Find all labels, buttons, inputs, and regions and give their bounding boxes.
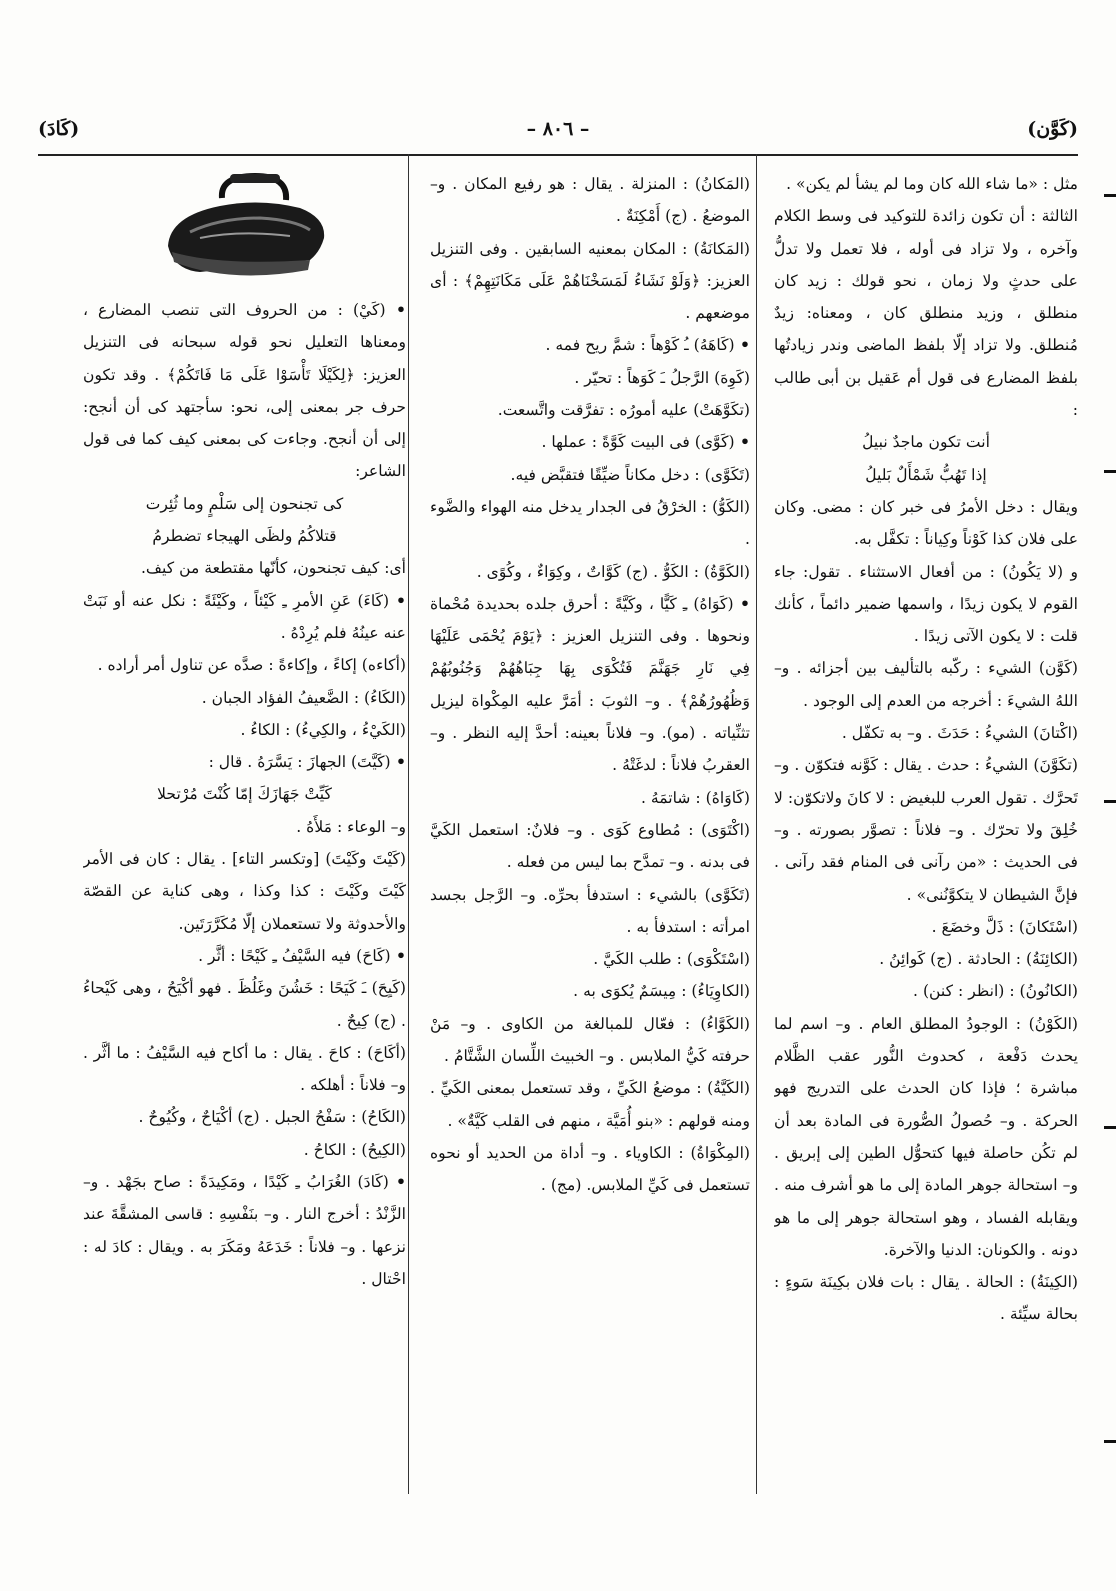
entry-text: (الكانُونُ) : (انظر : كنن) . (913, 982, 1078, 1001)
entry-text: (الكِينَةُ) : الحالة . يقال : بات فلان بكِينَة سَوءٍ : بحالة سيِّئة . (774, 1273, 1078, 1324)
scan-mark (1104, 1440, 1116, 1443)
entry-text: • (كَوَاهُ) ـِ كَيًّا ، وكَيَّةً : أحرق جلده بحديدة مُحْماة ونحوها . وفى التنزيل العزيز : ﴿يَوْمَ يُحْمَى عَلَيْهَا فِي نَارِ جَهَنَّمَ فَتُكْوَى بِهَا جِبَاهُهُمْ وَجُنُوبُهُمْ وَظُهُورُهُمْ﴾ . و– الثوبَ : أمَرَّ عليه المِكْواة ليزيل تثنِّياته . (مو). و– فلاناً بعينه: أحدَّ إليه النظر . و– العقربُ فلاناً : لدغَتْهُ . (430, 588, 750, 782)
page-header (38, 118, 1078, 148)
entry-text: • (كَيَّتَ) الجهازَ : يَسَّرَهُ . قال : (83, 746, 406, 778)
verse-line: إذا تَهُبُّ شَمْأَلٌ بَليلُ (865, 465, 987, 484)
entry-text: • (كَيْ) : من الحروف التى تنصب المضارع ، ومعناها التعليل نحو قوله سبحانه فى التنزيل العزيز: ﴿لِكَيْلَا تَأْسَوْا عَلَى مَا فَاتَكُمْ﴾ . وقد تكون حرف جر بمعنى إلى، نحو: سأجتهد كى أن أنجح: إلى أن أنجح. وجاءت كى بمعنى كيف كما فى قول الشاعر: (83, 294, 406, 488)
scan-mark (1104, 470, 1116, 473)
header-left-keyword: (كَادَ) (38, 118, 80, 140)
verse-line: أنت تكون ماجدٌ نبيلُ (862, 433, 990, 452)
verse-line: كى تجنحون إلى سَلْمٍ وما ثُئِرت (145, 494, 344, 513)
column-left (83, 168, 406, 1498)
entry-text: (كَوِهَ) الرَّجلُ ـَ كَوَهاً : تحيّر . (574, 368, 750, 387)
entry-text: و (لا يَكُونُ) : من أفعال الاستثناء . تقول: جاء القوم لا يكون زيدًا ، واسمها ضمير دائماً ، كأنك قلت : لا يكون الآتى زيدًا . (774, 562, 1078, 646)
entry-text: (الكَيْءُ ، والكِيءُ) : الكاءُ . (240, 720, 406, 739)
entry-text: (اكْتَوَى) : مُطاوع كَوَى . و– فلانٌ: استعمل الكَيَّ فى بدنه . و– تمدَّح بما ليس من فعله . (430, 820, 750, 872)
header-right-keyword: (كَوَّن) (1027, 118, 1078, 140)
entry-text: (أكَاحَ) : كاحَ . يقال : ما أكاح فيه السَّيْفُ : ما أثَّر . و– فلاناً : أهلكه . (83, 1043, 406, 1095)
verse-line: قتلاكُمُ ولظَى الهيجاء تضطرمُ (152, 527, 337, 546)
header-rule (38, 154, 1078, 156)
entry-text: الثالثة : أن تكون زائدة للتوكيد فى وسط الكلام وآخره ، ولا تزاد فى أوله ، فلا تعمل ولا تدلُّ على حدثٍ ولا زمان ، نحو قولك : زيد كان منطلق ، وزيد منطلق كان ، ومعناه: زيدٌ مُنطلق. ولا تزاد إلّا بلفظ الماضى وندر زيادتُها بلفظ المضارع فى قول أم عَقيل بن أبى طالب : (774, 207, 1078, 420)
entry-text: (اسْتَكْوَى) : طلب الكَيَّ . (593, 950, 750, 969)
entry-text: (تَكَوَّى) بالشيء : استدفأ بحرِّه. و– الرَّجل بجسد امرأته : استدفأ به . (430, 885, 750, 936)
entry-text: (المِكْوَاةُ) : الكاوياء . و– أداة من الحديد أو نحوه تستعمل فى كَيِّ الملابس. (مج) . (430, 1143, 750, 1195)
column-middle (430, 168, 750, 1498)
entry-text: (الكِيحُ) : الكاحُ . (303, 1140, 406, 1159)
entry-text: (المَكانَةُ) : المكان بمعنيه السابقين . وفى التنزيل العزيز: ﴿وَلَوْ نَشَاءُ لَمَسَخْنَاهُمْ عَلَى مَكَانَتِهِمْ﴾ : أى موضعهم . (430, 239, 750, 323)
entry-text: أى: كيف تجنحون، كأنّها مقتطعة من كيف. (140, 559, 406, 578)
entry-text: (المَكانُ) : المنزلة . يقال : هو رفيع المكان . و– الموضعُ . (ج) أَمْكِنَةٌ . (430, 175, 750, 226)
entry-text: (كَاوَاهُ) : شاتمَهُ . (641, 788, 750, 807)
scan-mark (1104, 194, 1116, 197)
entry-text: (تكَوَّنَ) الشيءُ : حدث . يقال : كَوَّنه فتكوّن . و– تَحرَّك . تقول العرب للبغيض : لا كانَ ولاتكوّن: لا خُلِقَ ولا تحرّك . و– فلاناً : تصوَّر بصورته . و– فى الحديث : «من رآنى فى المنام فقد رآنى . فإنَّ الشيطان لا يتكوَّنُنى» . (774, 756, 1078, 904)
scan-mark (1104, 1126, 1116, 1129)
entry-text: • (كَاحَ) فيه السَّيْفُ ـِ كَيْحًا : أثَّر . (83, 940, 406, 972)
entry-text: و– الوعاء : مَلأَهُ . (296, 817, 406, 836)
entry-text: • (كَاهَهُ) ـُ كَوْهاً : شمَّ ريح فمه . (430, 329, 750, 361)
entry-text: (تَكَوَّى) : دخل مكاناً ضيِّقًا فتقبَّض فيه. (510, 465, 750, 484)
entry-text: • (كَادَ) الغُرَابُ ـِ كَيْدًا ، ومَكِيدَةً : صاح بجَهْد . و– الزَّنْدُ : أخرج النار . و– بنَفْسِهِ : قاسى المشقَّةَ عند نزعها . و– فلاناً : خَدَعَهُ ومَكَرَ به . ويقال : كادَ له : احْتال . (83, 1166, 406, 1295)
entry-text: (الكَوْنُ) : الوجودُ المطلق العام . و– اسم لما يحدث دَفْعة ، كحدوث النُّور عقب الظَّلام مباشرة ؛ فإذا كان الحدث على التدريج فهو الحركة . و– حُصولُ الصُّورة فى المادة بعد أن لم تكُن حاصلة فيها كتحوُّل الطين إلى إبريق . و– استحالة جوهر المادة إلى ما هو أشرف منه . ويقابله الفساد ، وهو استحالة جوهر إلى ما هو دونه . والكونان: الدنيا والآخرة. (774, 1014, 1078, 1259)
entry-text: (الكَاحُ) : سَفْحُ الجبل . (ج) أكْيَاحٌ ، وكُيُوحٌ . (138, 1108, 406, 1127)
entry-text: (كَيْتَ وكَيْتَ) [وتكسر التاء] . يقال : كان فى الأمر كَيْتَ وكَيْتَ : كذا وكذا ، وهى كناية عن القصّة والأحدوثة ولا تستعملان إلّا مُكَرَّرَتَين. (83, 850, 406, 933)
entry-text: (اكْتانَ) الشيءُ : حَدَثَ . و– به تكفّل . (841, 724, 1078, 743)
column-right (774, 168, 1078, 1498)
entry-text: (الكَوَّاءُ) : فعّال للمبالغة من الكاوى . و– مَنْ حرفته كَيُّ الملابس . و– الخبيث اللِّسان الشَّتَّامُ . (430, 1014, 750, 1066)
page-number: – ٨٠٦ – (526, 118, 590, 140)
entry-text: (الكَيَّةُ) : موضعُ الكَيِّ ، وقد تستعمل بمعنى الكَيِّ . ومنه قولهم : «بنو أُمَيَّة ، منهم فى القلب كَيَّةٌ» . (430, 1079, 750, 1130)
entry-text: (الكَوُّ) : الخرْقُ فى الجدار يدخل منه الهواء والضَّوء . (430, 497, 750, 549)
verse-line: كَيِّتْ جَهَازَكَ إمّا كُنْتَ مُرْتحلا (157, 785, 332, 804)
entry-text: (الكَوَّةُ) : الكَوُّ . (ج) كَوَّاتٌ ، وكِوَاءٌ ، وكُوًى . (476, 562, 750, 581)
entry-text: (كَوَّن) الشيء : ركّبه بالتأليف بين أجزائه . و– اللهُ الشيءَ : أخرجه من العدم إلى الوجود . (774, 659, 1078, 710)
entry-text: (أكاءه) إكاءً ، وإكاءةً : صدَّه عن تناول أمر أراده . (97, 656, 406, 675)
entry-text: (الكاوِيَاءُ) : مِيسَمٌ يُكوَى به . (573, 982, 750, 1001)
entry-text: (تكَوَّهَتْ) عليه أمورُه : تفرَّقت واتَّسعت. (497, 401, 750, 420)
column-divider-1 (756, 154, 757, 1494)
entry-text: (الكائِنَةُ) : الحادثة . (ج) كَوائِنُ . (879, 950, 1078, 969)
column-divider-2 (408, 154, 409, 1494)
entry-text: مثل : «ما شاء الله كان وما لم يشأ لم يكن» . (786, 175, 1078, 193)
entry-text: • (كَوَّى) فى البيت كَوَّةً : عملها . (430, 426, 750, 458)
entry-text: (كَيِحَ) ـَ كَيَحًا : خَشُنَ وغَلُظَ . فهو أكْيَحُ ، وهى كَيْحاءُ . (ج) كِيحٌ . (83, 979, 406, 1030)
entry-text: (الكَاءُ) : الضَّعيفُ الفؤاد الجبان . (201, 688, 406, 707)
scan-mark (1104, 800, 1116, 803)
entry-text: • (كَاءَ) عَنِ الأمرِ ـِ كَيْئاً ، وكَيْئَةً : نكل عنه أو نَبَتْ عنه عينُهُ فلم يُرِدْهُ . (83, 585, 406, 650)
entry-text: (اسْتَكانَ) : ذَلَّ وخضَعَ . (931, 917, 1078, 936)
entry-text: ويقال : دخل الأمرُ فى خبر كان : مضى. وكان على فلان كذا كَوْناً وكِياناً : تكفَّل به. (774, 497, 1078, 549)
clothes-iron-illustration (160, 168, 330, 290)
